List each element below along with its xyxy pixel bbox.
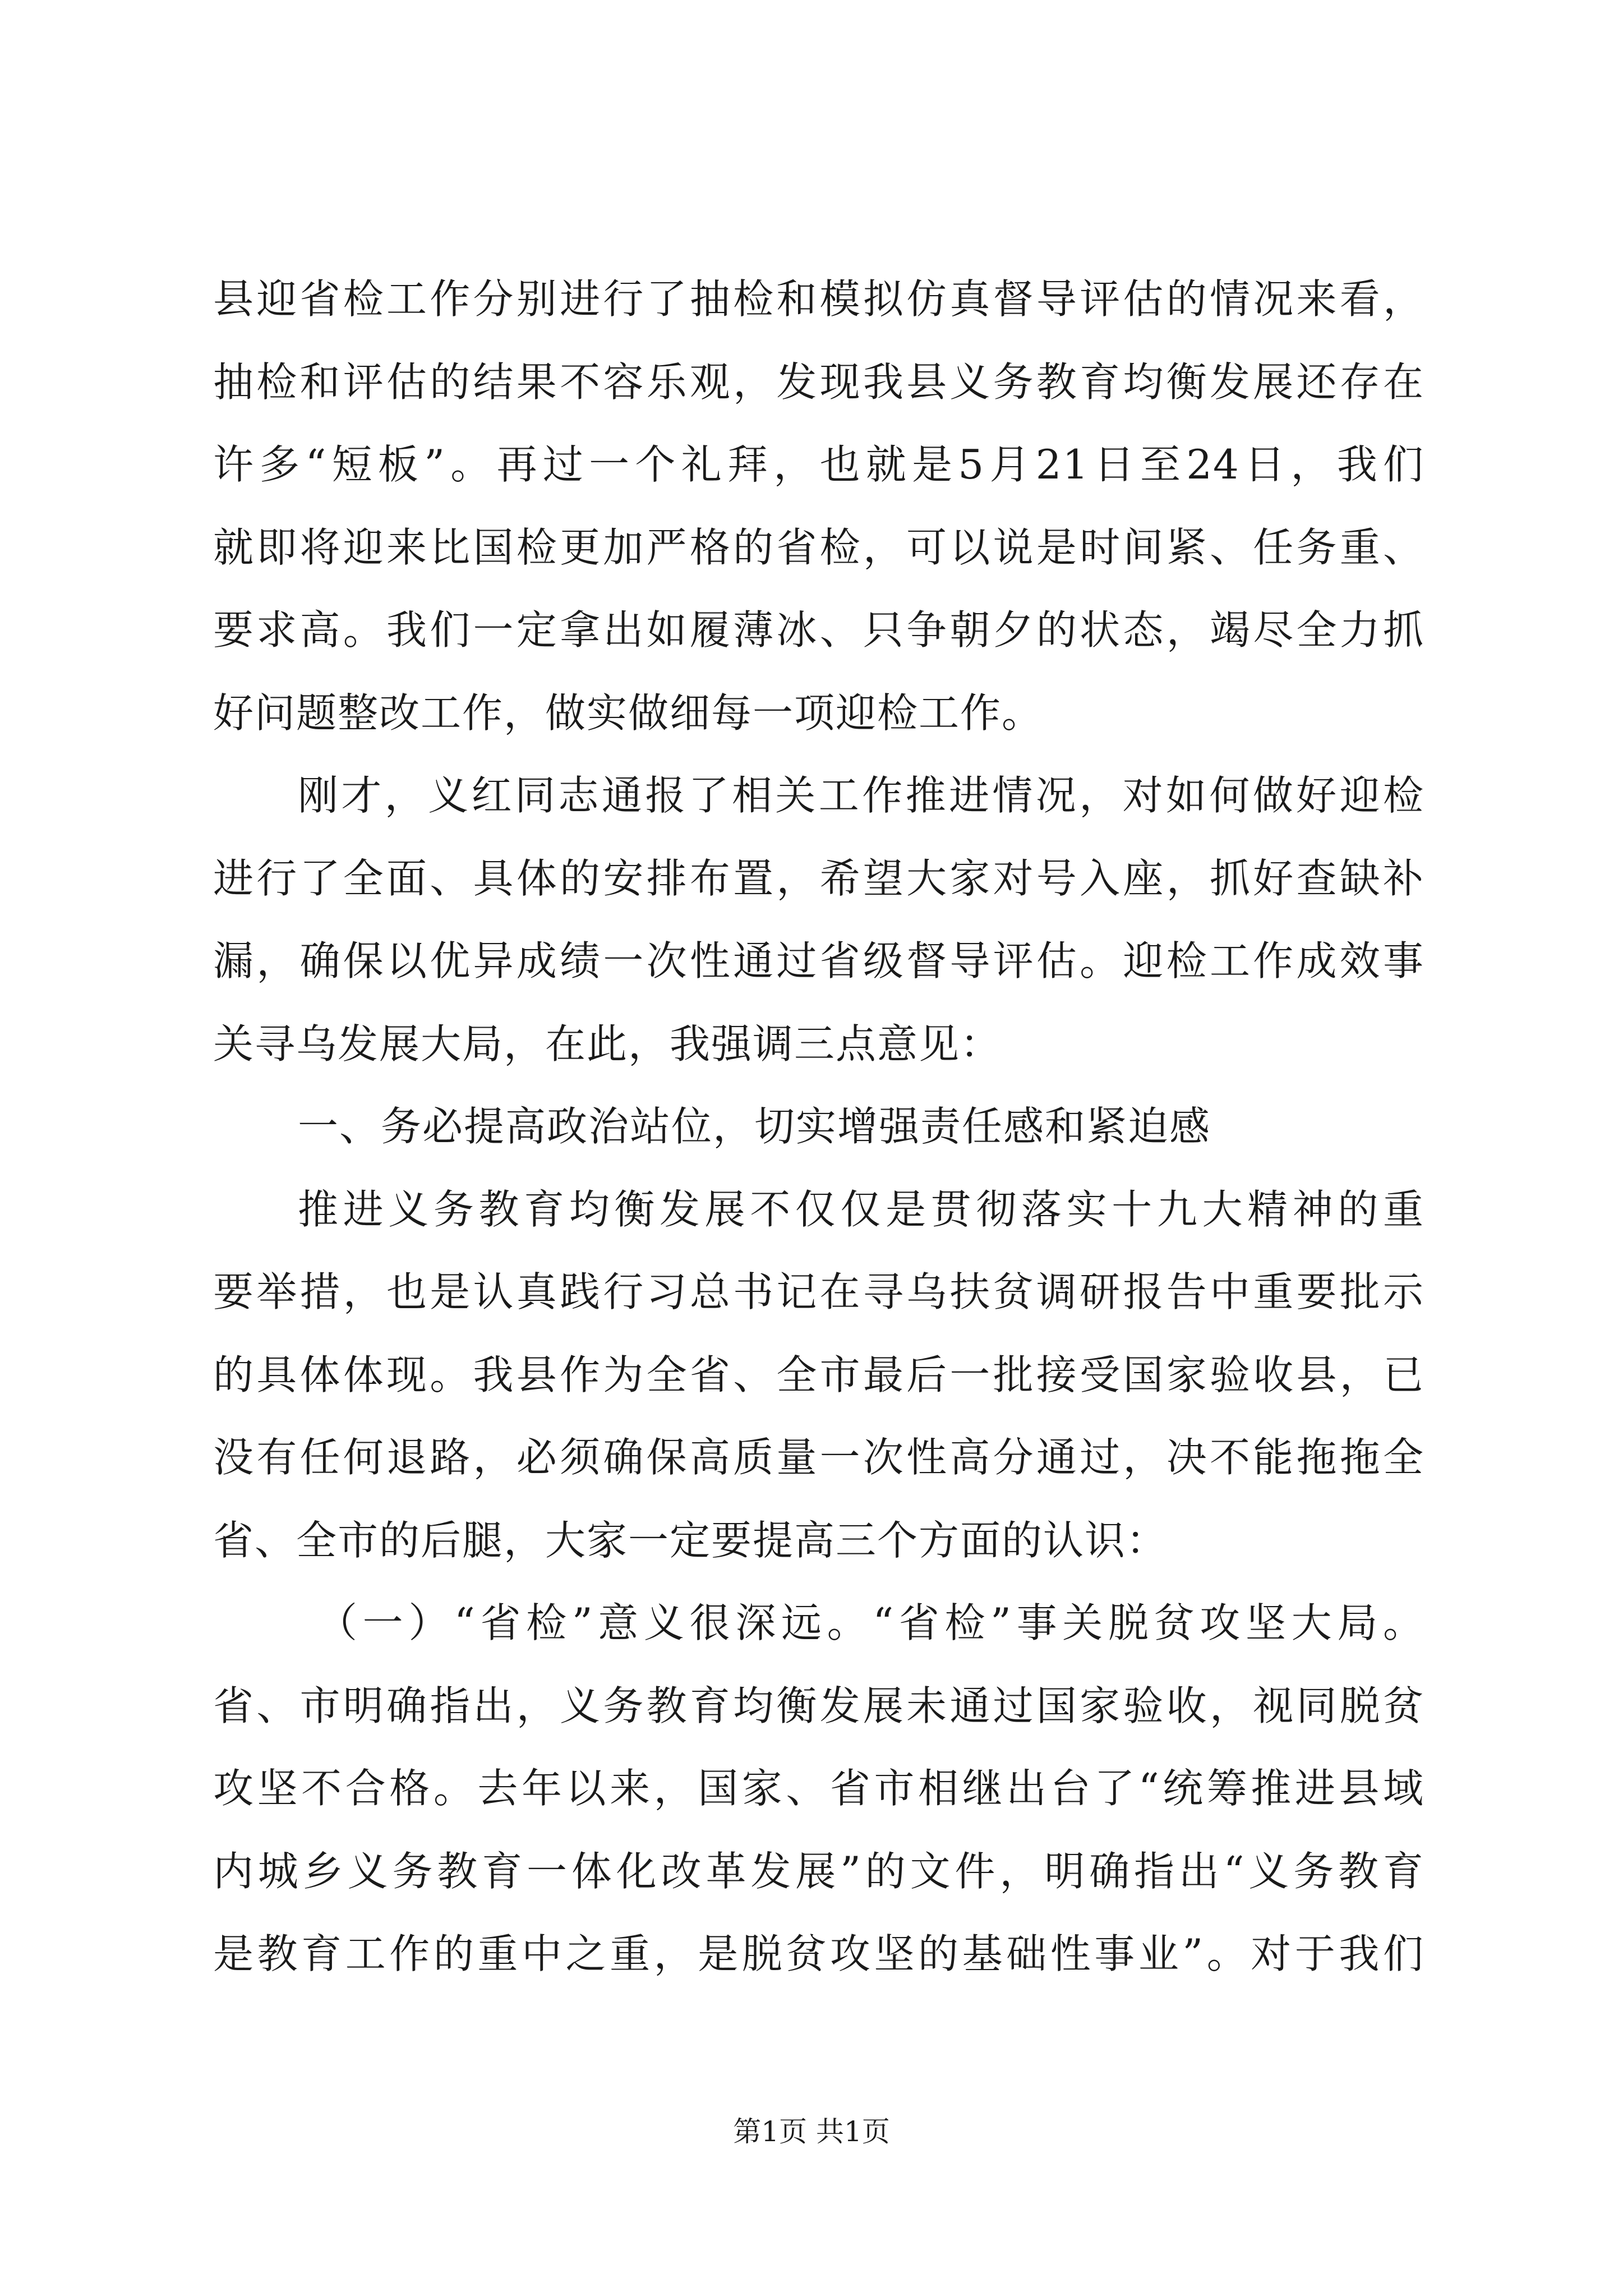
text-line: 关寻乌发展大局，在此，我强调三点意见：	[213, 1020, 1002, 1068]
text-line: 攻坚不合格。去年以来，国家、省市相继出台了“统筹推进县域	[213, 1765, 1424, 1812]
text-line: 进行了全面、具体的安排布置，希望大家对号入座，抓好查缺补	[213, 854, 1424, 902]
text-line: 的具体体现。我县作为全省、全市最后一批接受国家验收县，已	[213, 1351, 1424, 1398]
page-footer: 第1页 共1页	[733, 2115, 890, 2148]
text-line: 抽检和评估的结果不容乐观，发现我县义务教育均衡发展还存在	[213, 358, 1424, 406]
text-line: 县迎省检工作分别进行了抽检和模拟仿真督导评估的情况来看，	[213, 275, 1424, 323]
text-line: 许多“短板”。再过一个礼拜，也就是5月21日至24日，我们	[213, 441, 1424, 488]
text-line: 要举措，也是认真践行习总书记在寻乌扶贫调研报告中重要批示	[213, 1268, 1424, 1315]
text-line: 没有任何退路，必须确保高质量一次性高分通过，决不能拖拖全	[213, 1434, 1424, 1481]
text-line: 好问题整改工作，做实做细每一项迎检工作。	[213, 689, 1044, 737]
text-line: 内城乡义务教育一体化改革发展”的文件，明确指出“义务教育	[213, 1847, 1424, 1895]
document-body	[213, 258, 1424, 1996]
text-line: 漏，确保以优异成绩一次性通过省级督导评估。迎检工作成效事	[213, 937, 1424, 984]
text-line: 就即将迎来比国检更加严格的省检，可以说是时间紧、任务重、	[213, 523, 1424, 571]
text-line: 省、全市的后腿，大家一定要提高三个方面的认识：	[213, 1516, 1168, 1564]
subsection-start-line: （一）“省检”意义很深远。“省检”事关脱贫攻坚大局。	[317, 1599, 1424, 1646]
paragraph-start-line: 推进义务教育均衡发展不仅仅是贯彻落实十九大精神的重	[298, 1185, 1424, 1233]
text-line: 要求高。我们一定拿出如履薄冰、只争朝夕的状态，竭尽全力抓	[213, 606, 1424, 654]
section-heading: 一、务必提高政治站位，切实增强责任感和紧迫感	[298, 1103, 1211, 1150]
text-line: 省、市明确指出，义务教育均衡发展未通过国家验收，视同脱贫	[213, 1682, 1424, 1729]
text-line: 是教育工作的重中之重，是脱贫攻坚的基础性事业”。对于我们	[213, 1930, 1424, 1977]
paragraph-start-line: 刚才，义红同志通报了相关工作推进情况，对如何做好迎检	[298, 772, 1424, 819]
